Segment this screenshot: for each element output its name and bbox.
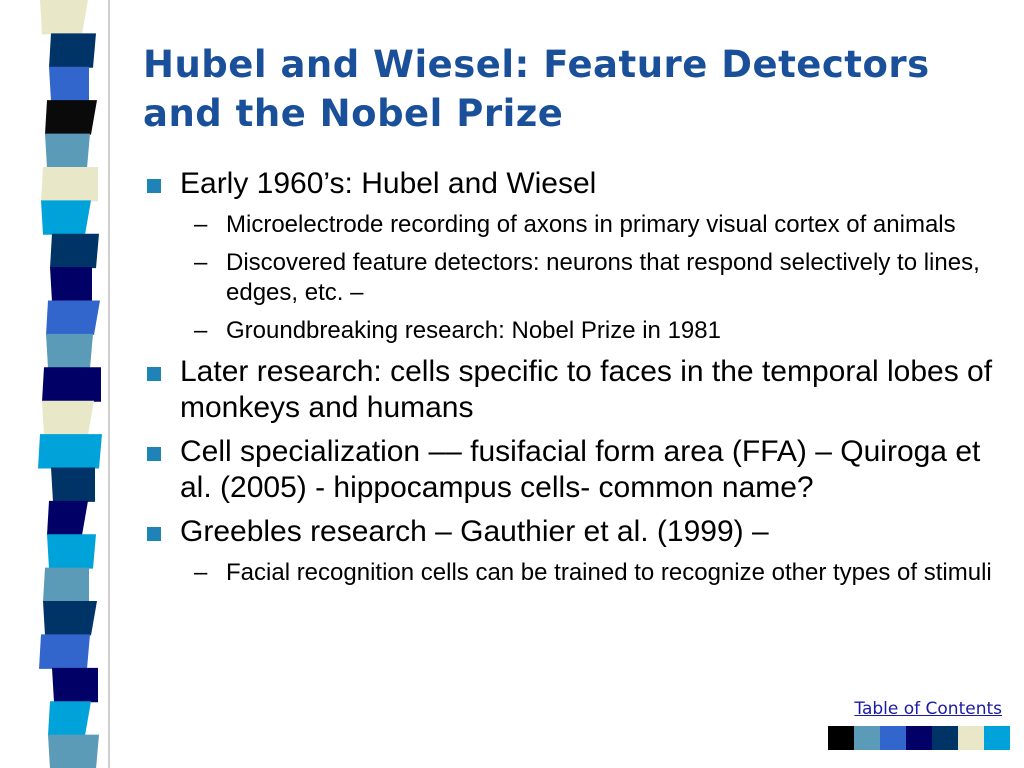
stripe-band (50, 267, 92, 301)
color-swatch (828, 726, 854, 750)
slide-body (143, 166, 1003, 596)
table-of-contents-link[interactable]: Table of Contents (854, 699, 1002, 719)
sub-bullet-item (143, 248, 1003, 308)
square-bullet-icon (147, 447, 161, 461)
stripe-band (45, 134, 90, 168)
bullet-item (143, 354, 1003, 426)
dash-bullet-icon: – (194, 249, 208, 276)
stripe-edge-line (108, 0, 110, 768)
stripe-band (45, 100, 97, 134)
sub-bullet-text: Microelectrode recording of axons in primary visual cortex of animals (226, 211, 956, 238)
color-swatch-bar (828, 726, 1010, 750)
slide-title-line-1: Hubel and Wiesel: Feature Detectors (143, 43, 930, 86)
stripe-band (49, 67, 89, 101)
color-swatch (984, 726, 1010, 750)
stripe-band (42, 401, 94, 435)
square-bullet-icon (147, 179, 161, 193)
stripe-band (43, 601, 97, 635)
stripe-band (46, 334, 93, 368)
slide-title (143, 40, 1003, 138)
slide-title-line-2: and the Nobel Prize (143, 92, 564, 135)
bullet-item (143, 166, 1003, 202)
color-swatch (906, 726, 932, 750)
sub-bullet-text: Discovered feature detectors: neurons that respond selectively to lines, edges, etc. – (226, 249, 980, 306)
stripe-band (38, 434, 102, 468)
color-swatch (854, 726, 880, 750)
stripe-band (41, 167, 98, 201)
bullet-item (143, 434, 1003, 506)
stripe-band (39, 634, 90, 668)
stripe-band (47, 501, 88, 535)
dash-bullet-icon: – (194, 211, 208, 238)
sub-bullet-item (143, 558, 1003, 588)
stripe-band (48, 735, 99, 768)
color-swatch (880, 726, 906, 750)
decorative-stripe-graphic (0, 0, 112, 768)
bullet-item (143, 514, 1003, 550)
stripe-band (42, 367, 101, 401)
stripe-band (50, 234, 99, 268)
stripe-band (46, 301, 100, 335)
square-bullet-icon (147, 527, 161, 541)
color-swatch (932, 726, 958, 750)
stripe-band (40, 0, 88, 34)
stripe-band (41, 200, 91, 234)
bullet-text: Greebles research – Gauthier et al. (1999) – (180, 515, 769, 548)
stripe-band (47, 534, 96, 568)
sub-bullet-text: Groundbreaking research: Nobel Prize in 1981 (226, 317, 721, 344)
bullet-text: Cell specialization –– fusifacial form area (FFA) – Quiroga et al. (2005) - hippocampus cells- common name? (180, 435, 981, 504)
color-swatch (958, 726, 984, 750)
stripe-band (49, 33, 96, 67)
square-bullet-icon (147, 367, 161, 381)
dash-bullet-icon: – (194, 317, 208, 344)
decorative-stripe (0, 0, 112, 768)
stripe-band (51, 467, 95, 501)
dash-bullet-icon: – (194, 559, 208, 586)
bullet-text: Later research: cells specific to faces in the temporal lobes of monkeys and humans (180, 355, 993, 424)
stripe-band (43, 568, 89, 602)
bullet-text: Early 1960’s: Hubel and Wiesel (180, 167, 597, 200)
sub-bullet-item (143, 210, 1003, 240)
sub-bullet-item (143, 316, 1003, 346)
stripe-band (48, 701, 91, 735)
stripe-band (52, 668, 98, 702)
sub-bullet-text: Facial recognition cells can be trained to recognize other types of stimuli (226, 559, 992, 586)
